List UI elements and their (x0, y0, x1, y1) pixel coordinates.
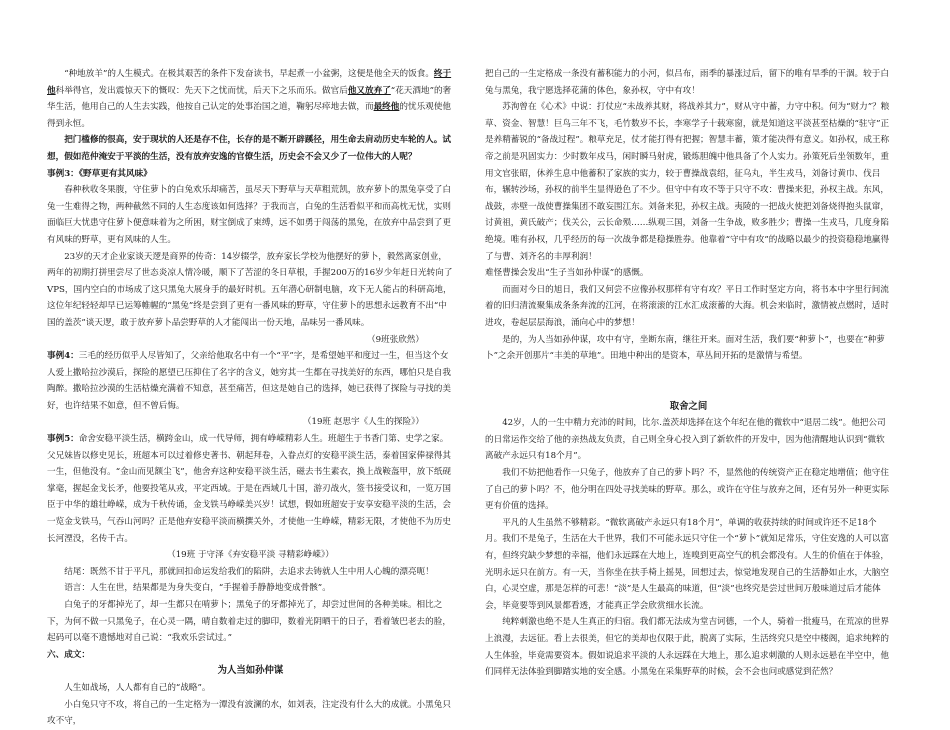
essay-2-paragraph-1: 42岁，人的一生中精力充沛的时间，比尔.盖茨却选择在这个年纪在他的微软中“退居二线”。他把公司的日常运作交给了他的亲热战友负责，自己则全身心投入到了新软件的开发中，因为他清醒地认识到“微软离破产永远只有18个月”。 (485, 418, 886, 462)
right-column (485, 66, 892, 678)
essay-1-ending: 是的，为人当如孙仲谋，攻中有守，坐断东南，继往开来。面对生活，我们要“种萝卜”，也要在“种萝卜”之余开创那片“丰美的草地”。田地中种出的是资本，草丛间开拓的是激情与希望。 (485, 334, 885, 362)
cao-cao-line: 难怪曹操会发出“生子当如孙仲谋”的感慨。 (485, 268, 649, 279)
tan-tianluo-paragraph: 23岁的天才企业家谈天逻是商界的传奇：14岁辍学，放弃家长学校为他摆好的萝卜，毅然离家创业，两年的初期打拼里尝尽了世态炎凉人情冷暖，顺下了苦涩的冬日草根，手握200万的16岁少年赶日光转向了VPS，国内空白的市场成了这只黑兔大展身手的最好时机。五年潜心研制电脑，攻下无人能占的科研高地，这位年纪轻轻却早已运筹帷幄的“黑兔”终是尝到了更有一番风味的野草，守住萝卜的思想永远教育不出“中国的盖茨”谈天逻，敢于放弃萝卜品尝野草的人才能闯出一份天地，品味另一番风味。 (47, 251, 453, 328)
example-3-heading: 事例3：《野草更有其风味》 (47, 168, 152, 179)
example-4-paragraph: 事例4：三毛的经历似乎人尽皆知了，父亲给他取名中有一个“平”字，是希望她平和度过一生，但当这个女人爱上撒哈拉沙漠后，探险的愿望已压抑住了名字的含义，她穷其一生都在寻找美好的东西，哪怕只是自我陶醉。撒哈拉沙漠的生活枯燥充满着不知意，甚至痛苦，但这是她自己的选择，她已获得了探险与寻找的美好，也许结果不如意，但不曾后悔。 (47, 351, 451, 411)
signature-zhang: （9班张欣然） (366, 334, 424, 345)
fan-zhongyan-paragraph: “种地放羊”的人生模式。在极其艰苦的条件下发奋读书，早起煮一小盆粥，这便是他全天的饭食。终于他科举得官，发出震惊天下的慨叹：先天下之忧而忧，后天下之乐而乐。做官后他又放弃了“花天酒地”的奢华生活，他用自己的人生去实践，他按自己认定的处事治国之道，鞠躬尽瘁地去做，而最终他的忧乐观使他得到永恒。 (47, 69, 452, 129)
su-xun-paragraph: 苏洵曾在《心术》中说：打仗应“未战养其财，将战养其力”，财从守中蓄，力守中积。何为“财力”？粮草、资金、智慧！巨鸟三年不飞，毛竹数岁不长，李寒学子十载寒窗，就是知道这平淡甚至枯燥的“驻守”正是养精蓄锐的“备战过程”。粮草充足，仗才能打得有把握；智慧丰蓄，策才能决得有意义。如孙权，成王称帝之前是巩固实力：少时数年戍马，闲时瞬马射虎，锻炼胆魄中他具备了个人实力。孙策死后坐领数年，重用文官张昭，休养生息中他蓄积了家族的实力，较于曹操战袁绍，征乌丸，半生戎马，刘备讨黄巾、伐吕布，辗转沙场，孙权的前半生显得逊色了不少。但守中有攻不等于只守不攻：曹操来犯，孙权主战。东风，战鼓，赤壁一战使曹操集团不敢妄围江东。刘备来犯，孙权主战。夷陵的一把战火使把刘备烧得抱头鼠窜，讨黄祖，黄氏破产；伐关公，云长命殒……纵观三国，刘备一生争战，败多胜少；曹操一生戎马，几度身陷绝境。唯有孙权，几乎经历的每一次战争都是稳操胜券。他靠着“守中有攻”的战略以最少的投资稳稳地赢得了与曹、刘齐名的丰厚利润！ (485, 102, 890, 262)
underline-1: 终于他 (47, 69, 452, 96)
sunrise-paragraph: 而面对今日的旭日，我们又何尝不应像孙权那样有守有攻？平日工作时坚定方向，将书本中字里行间流着的旧归清流聚集成条条奔流的江河，在将滚滚的江水汇成滚蓄的大海。机会来临时，激情被点燃时，适时进攻，卷起层层海浪，涌向心中的梦想！ (485, 284, 889, 328)
essay-1-paragraph-1: 人生如战场，人人都有自己的“战略”。 (64, 682, 211, 693)
language-line: 语言：人生在世，结果都是为身失变白，“手握着手静静地变成骨骸”。 (64, 583, 331, 594)
section-6-heading: 六、成文： (47, 649, 90, 660)
conclusion-line: 结尾：既然不甘于平凡，那就回扣命运发给我们的陷阱，去追求去铸就人生中用人心魄的漂亮呃！ (64, 566, 434, 577)
essay-2-paragraph-4: 纯粹刺激也绝不是人生真正的归宿。我们都无法成为堂吉诃德，一个人，骑着一批瘦马，在荒凉的世界上浪漫，去远征。看上去很美，但它的美却也仅限于此，脱离了实际，生活终究只是空中楼阁，追求纯粹的人生体验，毕竟需要资本。假如说追求平淡的人永远踩在大地上，那么追求刺激的人则永远悬在半空中，他们同样无法体验到脚踏实地的安全感。小黑兔在采集野草的时候，会不会也问或感觉到茫然？ (485, 617, 889, 678)
example-5-paragraph: 事例5：命舍安稳平淡生活，横跨金山，成一代导师，拥有峥嵘精彩人生。班超生于书香门第、史学之家。父兄妹皆以修史见长，班超本可以过着修史著书、朝起拜卷，入眷点灯的安稳平淡生活，泰着国家俸禄得其一生，但他没有。“金山而见额尘飞”，他舍弃这种安稳平淡生活，磁去书生素衣，换上战鞍盔甲，放下纸砚掌毫，握起金戈长矛，他要投笔从戎，平定西域。于是在西域几十国，游刃战火，签书接受议和，一览万国臣于中华的雄壮峥嵘，成为千秋传诵，金戈铁马峥嵘美兴岁！试想，假如班超安于安享安稳平淡的生活，会一览金戈铁马，气吞山河吗？正是他弃安稳平淡而横撰关外，才使他一生峥嵘，精彩无限，才使他不为历史长河湮没，名传千古。 (47, 434, 452, 544)
signature-zhao: （19班 赵思宇《人生的探险》） (302, 417, 424, 428)
spacer (485, 365, 892, 399)
example-3-paragraph: 春种秋收冬果腹，守住萝卜的白兔欢乐却痛苦，虽尽天下野草与天草粗荒凯，放弃萝卜的黑兔享受了白兔一生难得之物，两种截然不同的人生态度该如何选择？于我而言，白兔的生活看似平和而高枕无忧，实则面临巨大忧患守住萝卜便意味着为之所困，财宝倒成了束缚，远不如勇于闯荡的黑兔，在放弃中品尝到了更有风味的野草，更有风味的人生。 (47, 185, 451, 245)
underline-2: 他又放弃了 (347, 85, 391, 96)
rabbit-teeth-paragraph: 白兔子的牙都掉光了，却一生都只在啃萝卜；黑兔子的牙都掉光了，却尝过世间的各种美味。相比之下，为何不做一只黑兔子，在心灵一隅，晴自数着走过的脚印，数着光阴晒干的日子，看着皱巴老去的脸，起码可以毫不遗憾地对自己说：“我欢乐尝试过。” (47, 600, 451, 644)
bold-question: 把门槛修的很高，安于现状的人还是存不住，长存的是不断开辟蹊径，用生命去肩动历史车轮的人。试想，假如范仲淹安于平淡的生活，没有放弃安逸的官僚生活，历史会不会又少了一位伟大的人呢？ (47, 135, 451, 162)
essay-2-title: 取舍之间 (669, 400, 708, 412)
essay-1-title: 为人当如孙仲谋 (217, 665, 284, 677)
essay-1-continued: 把自己的一生定格成一条没有蓄积能力的小河，似吕布，雨季的暴涨过后，留下的唯有旱季的干涸。较于白兔与黑兔，我宁愿选择花蒲的体色，象孙权，守中有攻！ (485, 69, 889, 96)
signature-yu: （19班 于守泽《弃安稳平淡 寻精彩峥嵘》） (167, 550, 334, 561)
essay-2-paragraph-3: 平凡的人生虽然不够精彩。“微软离破产永远只有18个月”，单调的收获持续的时间或许还不足18个月。我们不是兔子，生活在大千世界，我们不可能永远只守住一个“萝卜”就知足常乐，守住安逸的人可以富有，但终究缺少梦想的幸福，他们永远踩在大地上，连嗅到更高空气的机会都没有。人生的价值在于体验，光明永远只在前方。有一天，当你坐在扶手椅上摇晃，回想过去，惊觉地发现自己的生活静如止水，大脑空白，心灵空虚，那是怎样的可悲！“淡”是人生最高的味道，但“淡”也终究是尝过世间万般味道过后才能体会，毕竟要等到风景都看透，才能真正学会欣赏细水长流。 (485, 517, 890, 611)
underline-3: 最终他 (373, 102, 400, 113)
essay-2-paragraph-2: 我们不妨把他看作一只兔子，他放弃了自己的萝卜吗？不，显然他的传统资产正在稳定地增值；他守住了自己的萝卜吗？不，他分明在四处寻找美味的野草。那么，或许在守住与放弃之间，还有另外一种更实际更有价值的选择。 (485, 468, 889, 512)
left-column (47, 66, 454, 727)
essay-1-paragraph-2: 小白兔只守不攻，将自己的一生定格为一潭没有波澜的水，如刘表，注定没有什么大的成就。小黑兔只攻不守， (47, 699, 451, 727)
